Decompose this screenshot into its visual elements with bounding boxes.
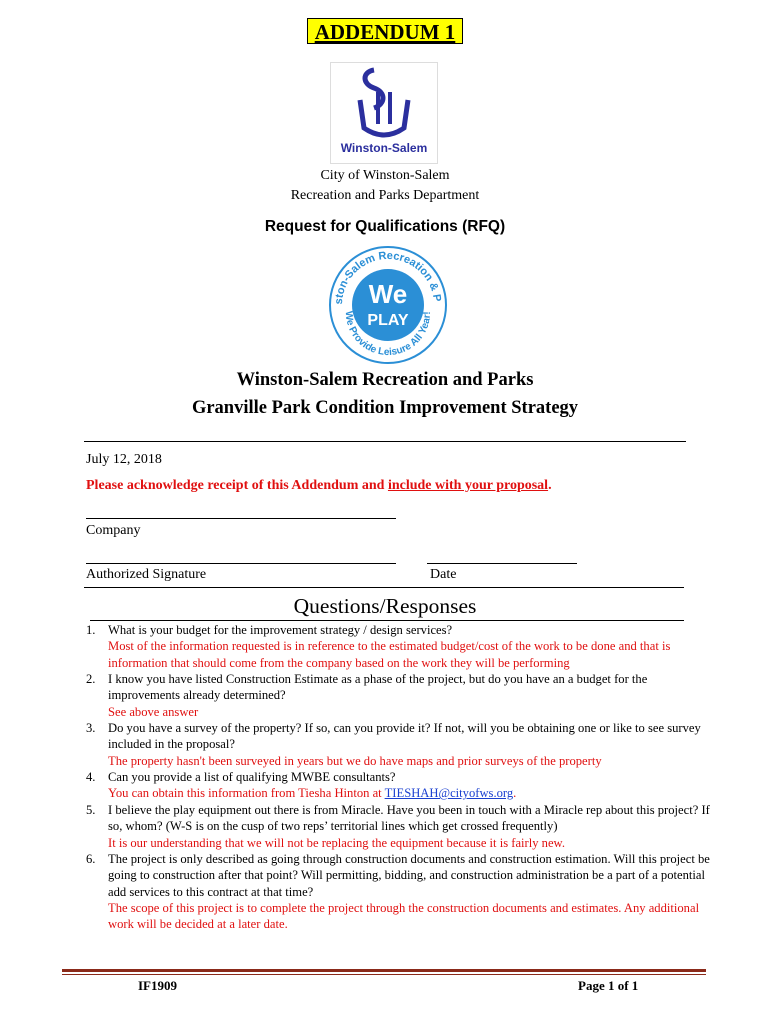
footer-page-number: Page 1 of 1: [578, 978, 639, 993]
logo2-ring-bottom: We Provide Leisure All Year!: [342, 310, 434, 359]
question-2: [86, 671, 716, 720]
section-rule-bottom: [90, 620, 684, 621]
logo2-center-bottom: PLAY: [367, 312, 409, 329]
question-number: 2.: [86, 672, 96, 686]
question-number: 1.: [86, 623, 96, 637]
signature-line: [86, 563, 396, 564]
signature-label: Authorized Signature: [86, 567, 207, 582]
logo1-text: Winston-Salem: [340, 141, 428, 155]
question-5: [86, 802, 716, 851]
footer-rule-thin: [62, 974, 706, 975]
question-text: Can you provide a list of qualifying MWBE consultants?: [108, 770, 396, 784]
answer-text: Most of the information requested is in reference to the estimated budget/cost of the work to be done and that is information that should come from the company based on the work they will be performing: [108, 639, 671, 670]
dept-line2: Recreation and Parks Department: [290, 188, 480, 203]
ack-lead: Please acknowledge receipt of this Addendum and: [86, 478, 388, 493]
footer-rule-thick: [62, 969, 706, 972]
question-text: Do you have a survey of the property? If so, can you provide it? If not, will you be obtaining one or like to see survey included in the proposal?: [108, 721, 701, 752]
project-title-1: Winston-Salem Recreation and Parks: [236, 370, 534, 390]
company-label: Company: [86, 523, 141, 538]
answer-text: [108, 785, 716, 801]
ack-underlined: include with your proposal: [387, 478, 549, 493]
question-text: I believe the play equipment out there is from Miracle. Have you been in touch with a Miracle rep about this project? If so, whom? (W-S is on the cusp of two reps’ territorial lines which get crossed frequently): [108, 803, 710, 834]
addendum-date: July 12, 2018: [86, 452, 162, 467]
we-play-logo: [328, 243, 448, 365]
section-rule-top: [84, 587, 684, 588]
question-text: I know you have listed Construction Estimate as a phase of the project, but do you have an a budget for the improvements already determined?: [108, 672, 648, 703]
answer-text: The scope of this project is to complete the project through the construction documents and estimates. Any additional work will be decided at a later date.: [108, 900, 700, 932]
footer-doc-id: IF1909: [138, 978, 177, 993]
question-text: What is your budget for the improvement strategy / design services?: [108, 623, 453, 637]
question-number: 6.: [86, 852, 96, 866]
dept-line1: City of Winston-Salem: [320, 168, 450, 183]
logo2-center-top: We: [368, 279, 408, 309]
answer-text: It is our understanding that we will not be replacing the equipment because it is fairly new.: [108, 835, 565, 850]
rfq-title: Request for Qualifications (RFQ): [264, 218, 506, 235]
question-number: 5.: [86, 803, 96, 817]
answer-text: See above answer: [108, 704, 199, 719]
company-line: [86, 518, 396, 519]
ack-tail: .: [548, 478, 552, 493]
date-line: [427, 563, 577, 564]
question-4: [86, 769, 716, 802]
date-label: Date: [430, 567, 457, 582]
email-link[interactable]: TIESHAH@cityofws.org: [384, 786, 514, 801]
title-rule: [84, 441, 686, 442]
logo2-ring-top: ston-Salem Recreation & P: [332, 249, 443, 305]
answer-text: The property hasn't been surveyed in years but we do have maps and prior surveys of the property: [108, 753, 602, 768]
winston-salem-logo: [330, 62, 438, 164]
section-title: Questions/Responses: [293, 594, 477, 618]
question-text: The project is only described as going through construction documents and construction estimation. Will this project be going to construction after that point? Will permitting, bidding, and construction administration be a part of a potential add services to this contract at that time?: [108, 852, 710, 899]
question-1: [86, 622, 716, 671]
addendum-heading: ADDENDUM 1: [307, 18, 463, 44]
answer-tail: .: [513, 786, 517, 801]
acknowledge-notice: [86, 478, 552, 494]
question-number: 4.: [86, 770, 96, 784]
question-number: 3.: [86, 721, 96, 735]
question-6: [86, 851, 716, 932]
answer-lead: You can obtain this information from Tiesha Hinton at: [108, 786, 385, 801]
question-3: [86, 720, 716, 769]
project-title-2: Granville Park Condition Improvement Strategy: [191, 398, 579, 418]
